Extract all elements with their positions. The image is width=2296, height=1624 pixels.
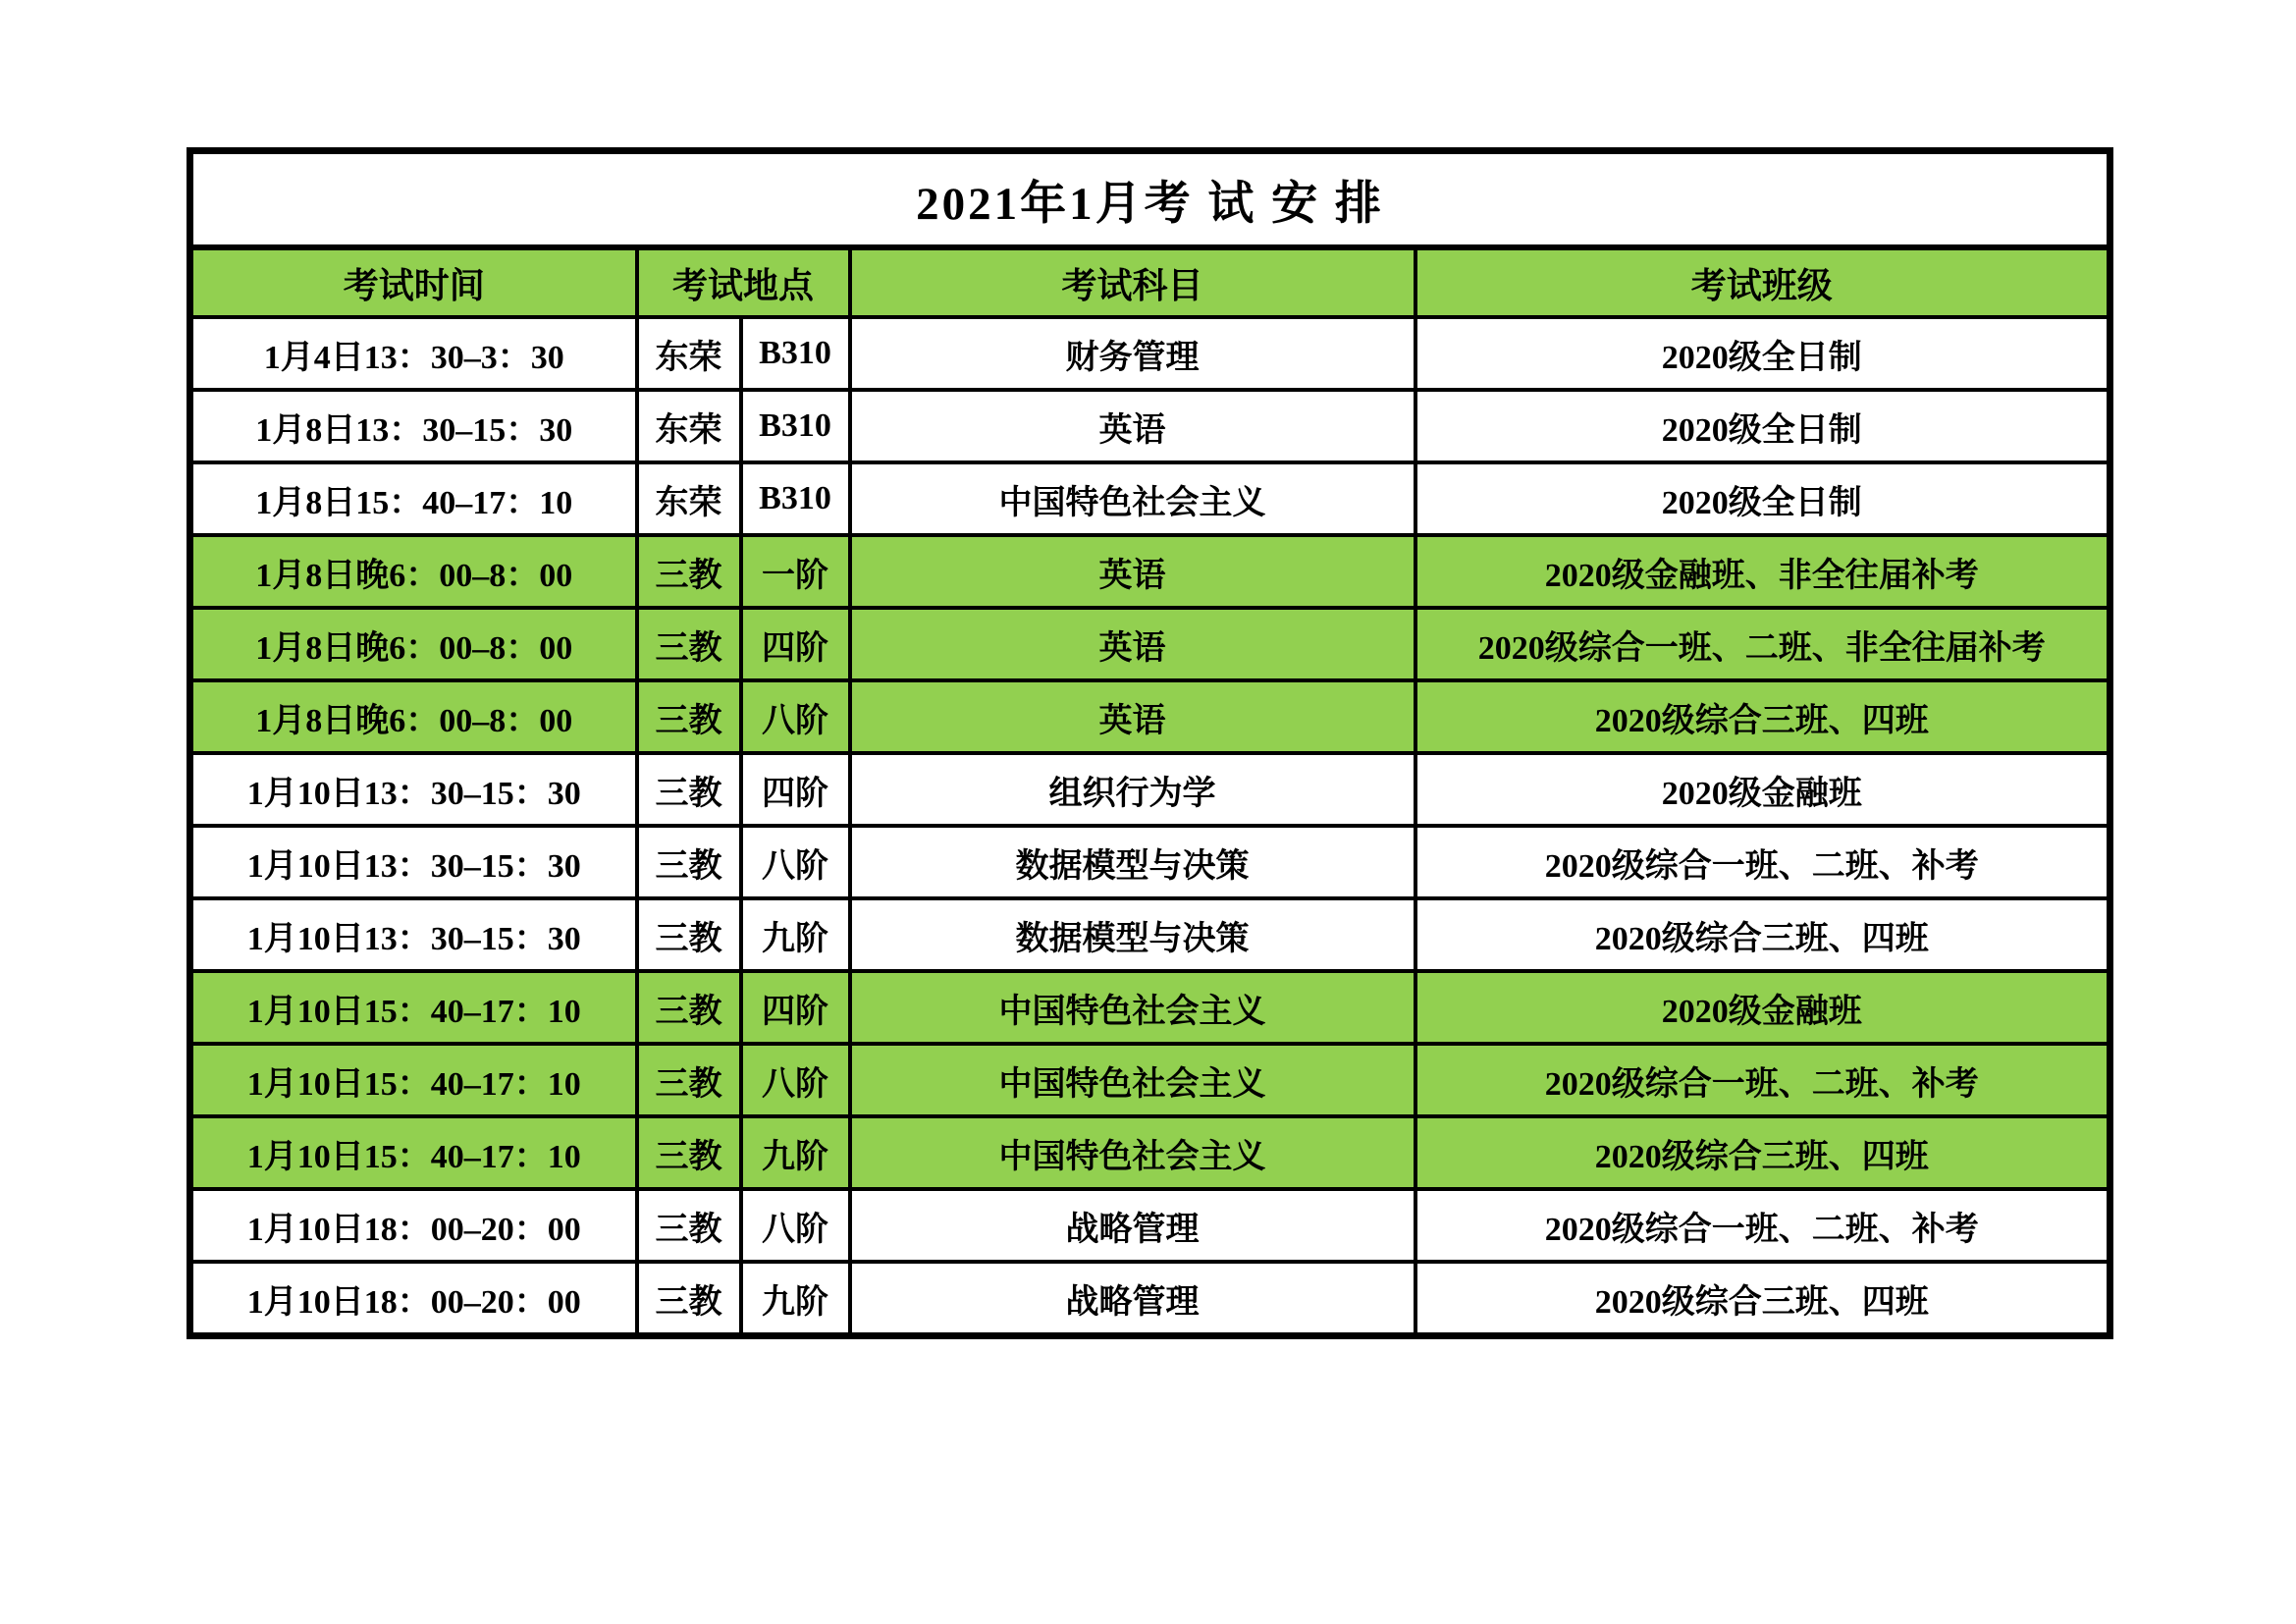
cell-exam-room: 八阶 [741, 826, 850, 898]
table-row [190, 535, 2110, 608]
cell-exam-room: 九阶 [741, 1262, 850, 1336]
cell-exam-building: 三教 [637, 1262, 741, 1336]
cell-exam-building: 三教 [637, 753, 741, 826]
cell-exam-time: 1月10日18：00–20：00 [190, 1262, 637, 1336]
header-exam-location: 考试地点 [637, 247, 850, 317]
table-row [190, 753, 2110, 826]
cell-exam-room: 八阶 [741, 1189, 850, 1262]
exam-schedule-table [187, 147, 2113, 1339]
cell-exam-classes: 2020级综合三班、四班 [1415, 1116, 2110, 1189]
cell-exam-time: 1月10日15：40–17：10 [190, 971, 637, 1044]
cell-exam-subject: 中国特色社会主义 [850, 971, 1415, 1044]
cell-exam-room: B310 [741, 317, 850, 390]
cell-exam-room: 一阶 [741, 535, 850, 608]
cell-exam-classes: 2020级全日制 [1415, 317, 2110, 390]
cell-exam-subject: 英语 [850, 390, 1415, 462]
table-row [190, 680, 2110, 753]
cell-exam-subject: 英语 [850, 535, 1415, 608]
cell-exam-building: 三教 [637, 535, 741, 608]
cell-exam-building: 三教 [637, 971, 741, 1044]
cell-exam-classes: 2020级综合一班、二班、补考 [1415, 826, 2110, 898]
cell-exam-time: 1月8日15：40–17：10 [190, 462, 637, 535]
table-row [190, 317, 2110, 390]
cell-exam-subject: 组织行为学 [850, 753, 1415, 826]
cell-exam-subject: 数据模型与决策 [850, 898, 1415, 971]
cell-exam-time: 1月8日晚6：00–8：00 [190, 608, 637, 680]
cell-exam-subject: 数据模型与决策 [850, 826, 1415, 898]
cell-exam-building: 东荣 [637, 390, 741, 462]
cell-exam-room: 九阶 [741, 898, 850, 971]
cell-exam-building: 东荣 [637, 317, 741, 390]
cell-exam-subject: 战略管理 [850, 1189, 1415, 1262]
cell-exam-room: B310 [741, 462, 850, 535]
cell-exam-classes: 2020级金融班 [1415, 971, 2110, 1044]
cell-exam-time: 1月4日13：30–3：30 [190, 317, 637, 390]
header-exam-subject: 考试科目 [850, 247, 1415, 317]
cell-exam-time: 1月10日13：30–15：30 [190, 826, 637, 898]
cell-exam-room: B310 [741, 390, 850, 462]
cell-exam-building: 三教 [637, 680, 741, 753]
cell-exam-building: 三教 [637, 1044, 741, 1116]
table-row [190, 1262, 2110, 1336]
cell-exam-room: 四阶 [741, 971, 850, 1044]
cell-exam-building: 东荣 [637, 462, 741, 535]
cell-exam-time: 1月10日13：30–15：30 [190, 753, 637, 826]
cell-exam-room: 四阶 [741, 608, 850, 680]
cell-exam-time: 1月8日13：30–15：30 [190, 390, 637, 462]
cell-exam-time: 1月10日15：40–17：10 [190, 1044, 637, 1116]
table-row [190, 608, 2110, 680]
cell-exam-subject: 战略管理 [850, 1262, 1415, 1336]
page-title: 2021年1月考 试 安 排 [190, 151, 2110, 248]
cell-exam-time: 1月10日15：40–17：10 [190, 1116, 637, 1189]
cell-exam-time: 1月10日13：30–15：30 [190, 898, 637, 971]
cell-exam-room: 四阶 [741, 753, 850, 826]
cell-exam-room: 九阶 [741, 1116, 850, 1189]
cell-exam-classes: 2020级综合三班、四班 [1415, 898, 2110, 971]
cell-exam-time: 1月8日晚6：00–8：00 [190, 680, 637, 753]
cell-exam-classes: 2020级综合一班、二班、补考 [1415, 1044, 2110, 1116]
cell-exam-subject: 英语 [850, 608, 1415, 680]
cell-exam-classes: 2020级全日制 [1415, 390, 2110, 462]
cell-exam-time: 1月8日晚6：00–8：00 [190, 535, 637, 608]
cell-exam-classes: 2020级金融班、非全往届补考 [1415, 535, 2110, 608]
title-row [190, 151, 2110, 248]
cell-exam-building: 三教 [637, 898, 741, 971]
header-row [190, 247, 2110, 317]
cell-exam-building: 三教 [637, 608, 741, 680]
cell-exam-building: 三教 [637, 1116, 741, 1189]
cell-exam-room: 八阶 [741, 1044, 850, 1116]
table-row [190, 826, 2110, 898]
cell-exam-subject: 中国特色社会主义 [850, 462, 1415, 535]
cell-exam-subject: 中国特色社会主义 [850, 1116, 1415, 1189]
cell-exam-room: 八阶 [741, 680, 850, 753]
table-row [190, 1116, 2110, 1189]
cell-exam-building: 三教 [637, 1189, 741, 1262]
cell-exam-classes: 2020级金融班 [1415, 753, 2110, 826]
table-row [190, 462, 2110, 535]
header-exam-time: 考试时间 [190, 247, 637, 317]
cell-exam-subject: 中国特色社会主义 [850, 1044, 1415, 1116]
cell-exam-classes: 2020级综合一班、二班、补考 [1415, 1189, 2110, 1262]
cell-exam-classes: 2020级综合三班、四班 [1415, 1262, 2110, 1336]
cell-exam-classes: 2020级全日制 [1415, 462, 2110, 535]
table-row [190, 898, 2110, 971]
table-row [190, 1189, 2110, 1262]
cell-exam-subject: 英语 [850, 680, 1415, 753]
cell-exam-classes: 2020级综合一班、二班、非全往届补考 [1415, 608, 2110, 680]
table-row [190, 1044, 2110, 1116]
cell-exam-building: 三教 [637, 826, 741, 898]
table-row [190, 971, 2110, 1044]
cell-exam-subject: 财务管理 [850, 317, 1415, 390]
header-exam-classes: 考试班级 [1415, 247, 2110, 317]
cell-exam-time: 1月10日18：00–20：00 [190, 1189, 637, 1262]
table-row [190, 390, 2110, 462]
cell-exam-classes: 2020级综合三班、四班 [1415, 680, 2110, 753]
